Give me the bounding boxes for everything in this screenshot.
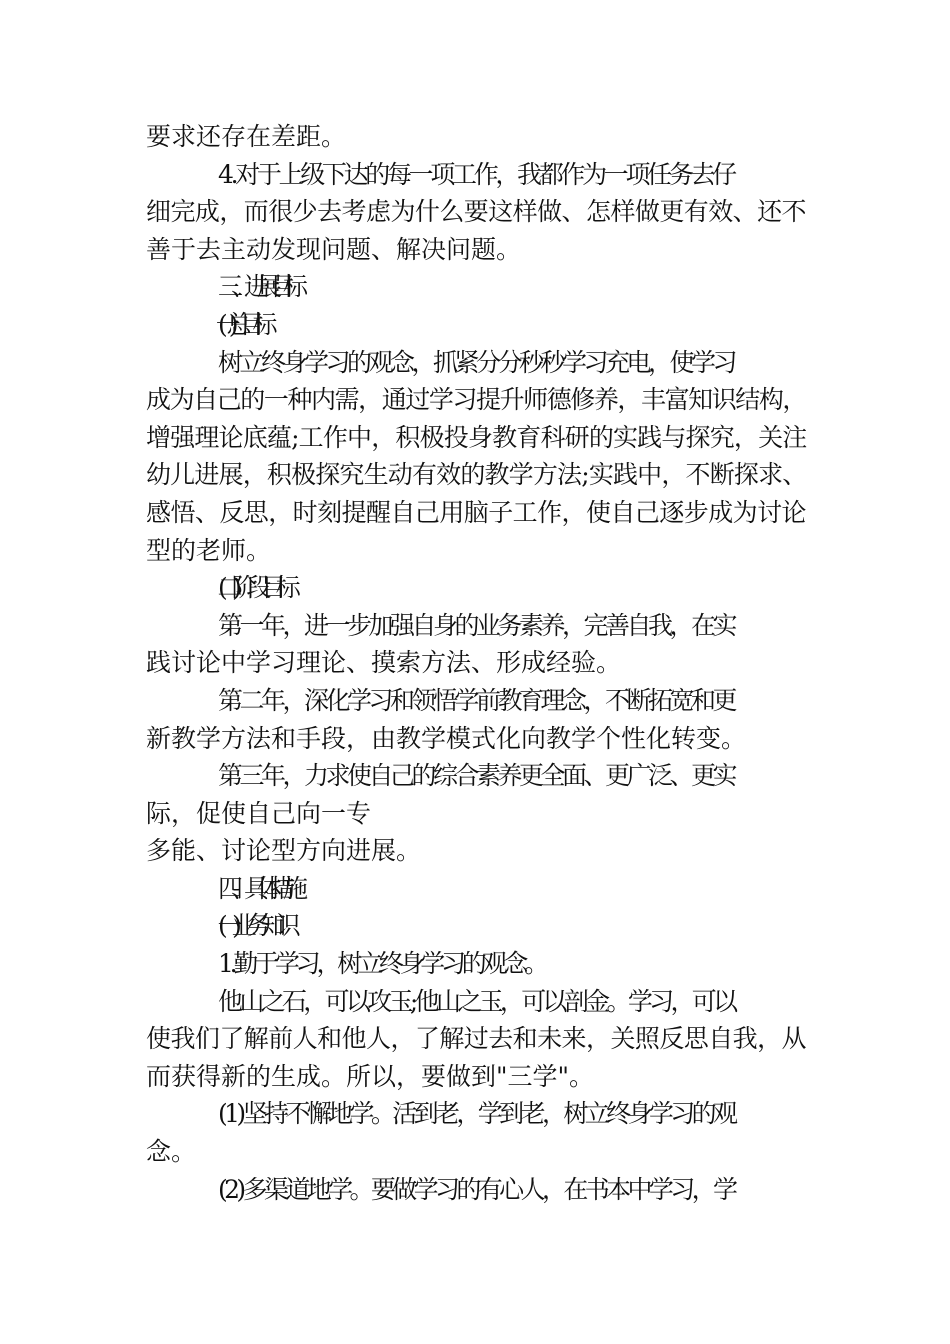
text-line: 1.勤于学习，树立终身学习的观念。 [218, 949, 545, 979]
text-line: 第三年，力求使自己的综合素养更全面、更广泛、更实 [218, 761, 735, 791]
text-line: 第一年，进一步加强自身的业务素养，完善自我，在实 [218, 610, 735, 640]
paragraph [146, 569, 806, 607]
text-line: (二)阶段目标 [218, 573, 291, 603]
paragraph [146, 118, 806, 156]
paragraph [146, 832, 806, 870]
text-line: (1)坚持不懈地学。活到老，学到老，树立终身学习的观 [218, 1099, 735, 1129]
text-line: 三、进展目标 [218, 272, 297, 302]
paragraph [146, 344, 806, 570]
paragraph [146, 268, 806, 306]
text-line: 细完成，而很少去考虑为什么要这样做、怎样做更有效、还不 [146, 197, 807, 227]
paragraph [146, 907, 806, 945]
text-line: 际，促使自己向一专 [146, 798, 372, 828]
text-line: 念。 [146, 1137, 197, 1167]
text-line: (一)总目标 [218, 309, 266, 339]
text-line: (2)多渠道地学。要做学习的有心人，在书本中学习，学 [218, 1174, 735, 1204]
paragraph [146, 682, 806, 757]
paragraph [146, 1171, 806, 1209]
paragraph [146, 156, 806, 269]
document-body [146, 118, 806, 1208]
text-line: 幼儿进展，积极探究生动有效的教学方法;实践中，不断探求、 [146, 460, 807, 490]
paragraph [146, 607, 806, 682]
text-line: 使我们了解前人和他人，了解过去和未来，关照反思自我，从 [146, 1024, 807, 1054]
text-line: 感悟、反思，时刻提醒自己用脑子工作，使自己逐步成为讨论 [146, 497, 807, 527]
text-line: (一)业务知识 [218, 911, 291, 941]
text-line: 型的老师。 [146, 535, 272, 565]
paragraph [146, 945, 806, 983]
paragraph [146, 870, 806, 908]
text-line: 践讨论中学习理论、摸索方法、形成经验。 [146, 648, 622, 678]
text-line: 而获得新的生成。所以，要做到"三学"。 [146, 1061, 594, 1091]
text-line: 他山之石，可以攻玉;他山之玉，可以剖金。学习，可以 [218, 986, 735, 1016]
paragraph [146, 306, 806, 344]
paragraph [146, 757, 806, 832]
text-line: 善于去主动发现问题、解决问题。 [146, 234, 522, 264]
text-line: 要求还存在差距。 [146, 122, 347, 151]
text-line: 树立终身学习的观念，抓紧分分秒秒学习充电，使学习 [218, 347, 735, 377]
text-line: 增强理论底蕴;工作中，积极投身教育科研的实践与探究，关注 [146, 422, 807, 452]
text-line: 新教学方法和手段，由教学模式化向教学个性化转变。 [146, 723, 747, 753]
paragraph [146, 983, 806, 1096]
text-line: 四、具体措施 [218, 873, 297, 903]
text-line: 多能、讨论型方向进展。 [146, 836, 422, 866]
text-line: 4.对于上级下达的每一项工作，我都作为一项任务去仔 [218, 159, 734, 189]
text-line: 成为自己的一种内需，通过学习提升师德修养，丰富知识结构， [146, 385, 807, 415]
paragraph [146, 1095, 806, 1170]
text-line: 第二年，深化学习和领悟学前教育理念，不断拓宽和更 [218, 685, 735, 715]
